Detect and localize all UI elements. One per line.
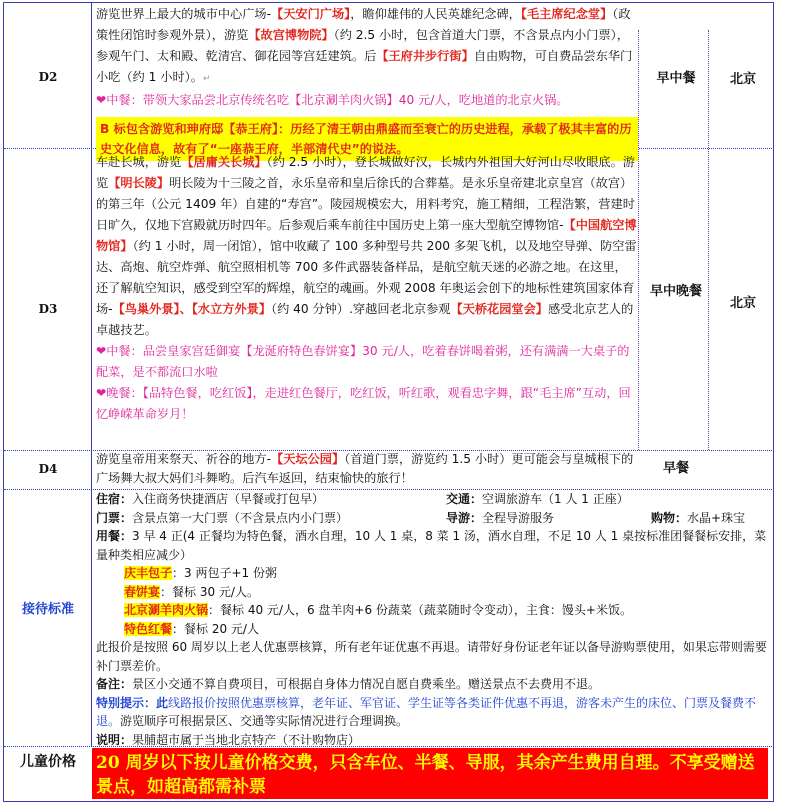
meal-value: 3 早 4 正(4 正餐均为特色餐，酒水自理，10 人 1 桌，8 菜 1 汤，酒水自理，不足 10 人 1 桌按标准团餐餐标安排，菜量种类相应减少） [96,529,767,562]
day-row-d2 [4,4,772,156]
tip-line [96,694,772,731]
field-label: 门票： [96,510,133,525]
remark-value: 景区小交通不算自费项目，可根据自身体力情况自愿自费乘坐。赠送景点不去费用不退。 [132,677,601,691]
attraction-name: 【天坛公园】 [271,452,345,466]
shop-value: 水晶+珠宝 [687,510,746,525]
day-row-d4 [4,450,772,490]
attraction-name: 【天安门广场】 [271,7,351,21]
child-price-banner: 20 周岁以下按儿童价格交费，只含车位、半餐、导服，其余产生费用自理。不享受赠送景点，如超高都需补票 [92,748,768,799]
stay-value: 入住商务快捷酒店（早餐或打包早） [132,492,325,506]
reception-row [4,490,772,746]
text-segment: （首道门票，游览约 1.5 小时）更可能会与皇城根下的广场舞大叔大妈们斗舞哟。后汽车返回，结束愉快的旅行！ [96,452,634,485]
meals: 早餐 [662,461,689,476]
price-note: 此报价是按照 60 周岁以上老人优惠票核算，所有老年证优惠不再退。请带好身份证老年证以备导游购票使用，如果忘带则需要补门票差价。 [96,640,767,673]
attraction-name: 【居庸关长城】 [181,155,267,169]
meals: 早中餐 [656,71,696,86]
attraction-name: 【故宫博物院】 [248,28,334,42]
field-label: 住宿： [96,492,133,506]
text-segment: （政策性闭馆时参观外景），游览 [96,7,631,42]
meal-desc: ：餐标 20 元/人 [172,621,259,636]
note-value: 果脯超市属于当地北京特产（不计购物店） [132,732,361,747]
text-segment: 游览皇帝用来祭天、祈谷的地方- [96,452,272,466]
day-row-d3 [4,152,772,450]
day-label: D3 [38,302,58,316]
text-segment: 自由购物，可自费品尝东华门小吃（约 1 小时）。 [96,49,633,84]
attraction-name: 【水立方外景】 [191,302,272,316]
tip-text: 此 [156,695,169,710]
field-label: 说明： [96,732,133,747]
text-segment: ，瞻仰雄伟的人民英雄纪念碑， [350,7,521,21]
traffic-value: 空调旅游车（1 人 1 正座） [482,492,629,506]
meals: 早中晚餐 [649,284,702,299]
tip-text: 线路报价按照优惠票核算，老年证、军官证、学生证等各类证件优惠不再退，游客未产生的床位、门票及餐费不退。 [96,695,757,728]
lunch-note: ❤中餐：品尝皇家宫廷御宴【龙涎府特色春饼宴】30 元/人，吃着春饼喝着粥，还有满满一大桌子的配菜，是不都流口水啦 [96,344,630,379]
text-segment: 明长陵为十三陵之首，永乐皇帝和皇后徐氏的合葬墓。是永乐皇帝建北京皇宫（故宫）的第三年（公元 1409 年）自建的“寿宫”。陵园规模宏大，用料考究，施工精细，工程浩繁，营建时日旷久，仅地下宫殿就历时四年。后参观后乘车前往中国历史上第一座大型航空博物馆- [96,176,635,232]
attraction-name: 【鸟巢外景】、 [112,302,192,316]
meal-name: 春饼宴 [124,584,161,599]
attraction-name: 【毛主席纪念堂】 [520,7,613,21]
field-label: 特别提示： [96,695,157,710]
ticket-value: 含景点第一大门票（不含景点内小门票） [132,510,349,525]
ticket-line [96,509,772,528]
meal-line [96,527,772,564]
meal-item [96,601,772,620]
tip-text: 游览顺序可根据景区、交通等实际情况进行合理调换。 [120,714,409,728]
day-label: D4 [38,462,58,476]
note-line [96,731,772,750]
text-segment: （约 2.5 小时，包含首道大门票，不含景点内小门票），参观午门、太和殿、乾清宫、御花园等宫廷建筑。后 [96,28,629,63]
option-label: B 标包含游览和珅府邸 [100,122,224,136]
option-text: ：历经了清王朝由鼎盛而至衰亡的历史进程，承载了极其丰富的历史文化信息，故有了“一座恭王府，半部清代史”的说法。 [100,122,632,156]
meal-desc: ：餐标 40 元/人，6 盘羊肉+6 份蔬菜（蔬菜随时令变动），主食：馒头+米饭。 [208,603,632,617]
reception-content [96,490,772,749]
text-segment: 感受北京艺人的卓越技艺。 [96,302,634,337]
day-content [96,450,638,488]
field-label: 交通： [446,492,483,506]
text-segment: （约 40 分钟）.穿越回老北京参观 [271,302,451,316]
meal-desc: ：3 两包子+1 份粥 [172,566,277,580]
text-segment: 游览世界上最大的城市中心广场- [96,7,272,21]
reception-label: 接待标准 [21,602,74,617]
attraction-name: 【王府井步行街】 [376,49,474,63]
return-mark-icon: ↵ [202,74,211,84]
dinner-note: ❤晚餐：【品特色餐，吃红饭】，走进红色餐厅，吃红饭，听红歌，观看忠字舞，跟“毛主席”互动，回忆峥嵘革命岁月！ [96,386,631,421]
meal-item [96,583,772,602]
city: 北京 [729,296,756,311]
field-label: 用餐： [96,529,133,543]
meal-item [96,620,772,639]
meal-name: 特色红餐 [124,621,173,636]
attraction-name: 【明长陵】 [108,176,170,190]
day-label: D2 [38,70,58,84]
guide-value: 全程导游服务 [482,510,555,525]
day-content [96,4,638,161]
text-segment: （约 2.5 小时），登长城做好汉，长城内外祖国大好河山尽收眼底。游览 [96,155,635,190]
meal-desc: ：餐标 30 元/人。 [160,584,259,599]
text-segment: （约 1 小时，周一闭馆），馆中收藏了 100 多种型号共 200 多架飞机，以及地空导弹、防空雷达、高炮、航空炸弹、航空照相机等 700 多件武器装备样品，是航空航天迷的必游之地。在这里，还了解航空知识，感受到空军的辉煌，航空的魂画。外观 2008 年奥运会创下的地标性建筑国家体育场- [96,239,637,316]
field-label: 购物： [651,510,688,525]
field-label: 导游： [446,510,483,525]
attraction-name: 【恭王府】 [223,122,279,136]
child-price-label: 儿童价格 [20,754,76,770]
day-content [96,152,638,425]
meal-name: 北京涮羊肉火锅 [124,603,209,617]
stay-traffic-line [96,490,772,509]
lunch-note: ❤中餐：带领大家品尝北京传统名吃【北京涮羊肉火锅】40 元/人，吃地道的北京火锅。 [96,93,569,107]
meal-item [96,564,772,583]
text-segment: 车赴长城，游览 [96,155,182,169]
field-label: 备注： [96,677,133,691]
meal-name: 庆丰包子 [124,566,173,580]
remark-line [96,675,772,694]
city: 北京 [729,72,756,87]
attraction-name: 【中国航空博物馆】 [96,218,637,253]
attraction-name: 【天桥花园堂会】 [450,302,548,316]
